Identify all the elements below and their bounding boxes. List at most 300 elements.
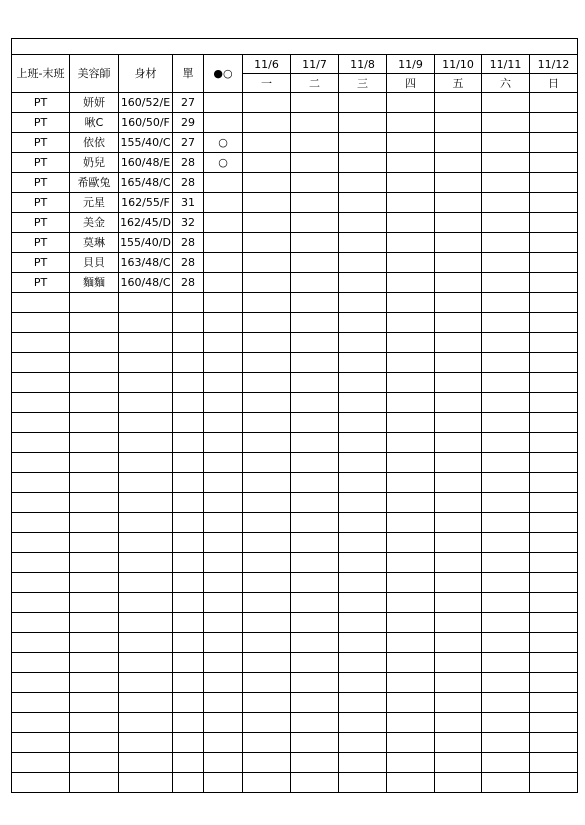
orders-cell[interactable] — [173, 773, 204, 793]
mark-cell[interactable] — [204, 113, 243, 133]
shift-cell[interactable] — [12, 513, 70, 533]
schedule-cell[interactable] — [339, 273, 387, 293]
orders-cell[interactable] — [173, 353, 204, 373]
stylist-name-cell[interactable] — [70, 433, 119, 453]
schedule-cell[interactable] — [291, 153, 339, 173]
schedule-cell[interactable] — [435, 273, 482, 293]
mark-cell[interactable] — [204, 373, 243, 393]
schedule-cell[interactable] — [482, 353, 530, 373]
schedule-cell[interactable] — [291, 773, 339, 793]
schedule-cell[interactable] — [530, 673, 578, 693]
schedule-cell[interactable] — [243, 493, 291, 513]
body-size-cell[interactable]: 162/55/F — [119, 193, 173, 213]
schedule-cell[interactable] — [387, 273, 435, 293]
schedule-cell[interactable] — [387, 693, 435, 713]
body-size-cell[interactable] — [119, 633, 173, 653]
schedule-cell[interactable] — [291, 193, 339, 213]
date-cell[interactable]: 11/12 — [530, 55, 578, 74]
schedule-cell[interactable] — [435, 373, 482, 393]
body-size-cell[interactable] — [119, 473, 173, 493]
mark-cell[interactable] — [204, 773, 243, 793]
schedule-cell[interactable] — [339, 133, 387, 153]
schedule-cell[interactable] — [435, 113, 482, 133]
schedule-cell[interactable] — [243, 273, 291, 293]
body-size-cell[interactable] — [119, 513, 173, 533]
date-cell[interactable]: 11/7 — [291, 55, 339, 74]
orders-cell[interactable] — [173, 553, 204, 573]
schedule-cell[interactable] — [291, 373, 339, 393]
schedule-cell[interactable] — [530, 713, 578, 733]
schedule-cell[interactable] — [339, 573, 387, 593]
orders-cell[interactable] — [173, 393, 204, 413]
body-size-cell[interactable] — [119, 293, 173, 313]
schedule-cell[interactable] — [339, 253, 387, 273]
shift-cell[interactable] — [12, 713, 70, 733]
body-size-cell[interactable] — [119, 593, 173, 613]
schedule-cell[interactable] — [243, 633, 291, 653]
shift-cell[interactable]: PT — [12, 173, 70, 193]
stylist-name-cell[interactable] — [70, 633, 119, 653]
schedule-cell[interactable] — [291, 133, 339, 153]
schedule-cell[interactable] — [482, 493, 530, 513]
schedule-cell[interactable] — [482, 453, 530, 473]
schedule-cell[interactable] — [435, 413, 482, 433]
mark-cell[interactable] — [204, 493, 243, 513]
shift-cell[interactable]: PT — [12, 233, 70, 253]
orders-cell[interactable] — [173, 293, 204, 313]
stylist-name-cell[interactable]: 莫琳 — [70, 233, 119, 253]
orders-cell[interactable] — [173, 533, 204, 553]
schedule-cell[interactable] — [482, 93, 530, 113]
schedule-cell[interactable] — [435, 253, 482, 273]
shift-cell[interactable] — [12, 373, 70, 393]
schedule-cell[interactable] — [482, 313, 530, 333]
schedule-cell[interactable] — [339, 733, 387, 753]
body-size-cell[interactable] — [119, 773, 173, 793]
orders-cell[interactable] — [173, 693, 204, 713]
schedule-cell[interactable] — [339, 173, 387, 193]
stylist-name-cell[interactable] — [70, 513, 119, 533]
mark-cell[interactable] — [204, 733, 243, 753]
schedule-cell[interactable] — [339, 653, 387, 673]
schedule-cell[interactable] — [339, 213, 387, 233]
stylist-name-cell[interactable]: 麵麵 — [70, 273, 119, 293]
schedule-cell[interactable] — [482, 573, 530, 593]
mark-cell[interactable] — [204, 593, 243, 613]
body-size-cell[interactable]: 163/48/C — [119, 253, 173, 273]
schedule-cell[interactable] — [387, 113, 435, 133]
schedule-cell[interactable] — [530, 353, 578, 373]
schedule-cell[interactable] — [435, 453, 482, 473]
schedule-cell[interactable] — [291, 173, 339, 193]
schedule-cell[interactable] — [291, 473, 339, 493]
schedule-cell[interactable] — [339, 433, 387, 453]
body-size-cell[interactable]: 155/40/D — [119, 233, 173, 253]
schedule-cell[interactable] — [243, 113, 291, 133]
schedule-cell[interactable] — [243, 733, 291, 753]
date-cell[interactable]: 11/6 — [243, 55, 291, 74]
schedule-cell[interactable] — [339, 393, 387, 413]
schedule-cell[interactable] — [482, 693, 530, 713]
body-size-cell[interactable] — [119, 693, 173, 713]
schedule-cell[interactable] — [530, 513, 578, 533]
shift-cell[interactable] — [12, 773, 70, 793]
body-size-cell[interactable]: 155/40/C — [119, 133, 173, 153]
schedule-cell[interactable] — [243, 393, 291, 413]
body-size-cell[interactable] — [119, 333, 173, 353]
mark-cell[interactable] — [204, 533, 243, 553]
orders-cell[interactable]: 28 — [173, 153, 204, 173]
schedule-cell[interactable] — [387, 533, 435, 553]
schedule-cell[interactable] — [243, 173, 291, 193]
schedule-cell[interactable] — [387, 633, 435, 653]
schedule-cell[interactable] — [482, 633, 530, 653]
schedule-cell[interactable] — [482, 613, 530, 633]
schedule-cell[interactable] — [243, 673, 291, 693]
schedule-cell[interactable] — [291, 293, 339, 313]
schedule-cell[interactable] — [435, 93, 482, 113]
stylist-name-cell[interactable] — [70, 753, 119, 773]
schedule-cell[interactable] — [243, 693, 291, 713]
stylist-name-cell[interactable] — [70, 533, 119, 553]
schedule-cell[interactable] — [482, 673, 530, 693]
schedule-cell[interactable] — [387, 173, 435, 193]
mark-cell[interactable] — [204, 333, 243, 353]
schedule-cell[interactable] — [243, 433, 291, 453]
schedule-cell[interactable] — [435, 213, 482, 233]
schedule-cell[interactable] — [291, 433, 339, 453]
header-marks[interactable]: ●○ — [204, 55, 243, 93]
schedule-cell[interactable] — [339, 673, 387, 693]
schedule-cell[interactable] — [482, 593, 530, 613]
schedule-cell[interactable] — [291, 233, 339, 253]
stylist-name-cell[interactable] — [70, 313, 119, 333]
schedule-cell[interactable] — [530, 653, 578, 673]
schedule-cell[interactable] — [243, 613, 291, 633]
orders-cell[interactable] — [173, 453, 204, 473]
schedule-cell[interactable] — [482, 173, 530, 193]
schedule-cell[interactable] — [435, 553, 482, 573]
schedule-cell[interactable] — [243, 233, 291, 253]
orders-cell[interactable] — [173, 613, 204, 633]
body-size-cell[interactable] — [119, 673, 173, 693]
schedule-cell[interactable] — [482, 433, 530, 453]
schedule-cell[interactable] — [435, 353, 482, 373]
orders-cell[interactable]: 28 — [173, 173, 204, 193]
mark-cell[interactable] — [204, 253, 243, 273]
schedule-cell[interactable] — [291, 713, 339, 733]
schedule-cell[interactable] — [482, 393, 530, 413]
weekday-cell[interactable]: 四 — [387, 74, 435, 93]
body-size-cell[interactable] — [119, 613, 173, 633]
shift-cell[interactable]: PT — [12, 193, 70, 213]
schedule-cell[interactable] — [435, 653, 482, 673]
schedule-cell[interactable] — [482, 753, 530, 773]
schedule-cell[interactable] — [482, 773, 530, 793]
shift-cell[interactable] — [12, 753, 70, 773]
schedule-cell[interactable] — [482, 553, 530, 573]
shift-cell[interactable]: PT — [12, 253, 70, 273]
schedule-cell[interactable] — [243, 473, 291, 493]
mark-cell[interactable] — [204, 313, 243, 333]
schedule-cell[interactable] — [243, 213, 291, 233]
schedule-cell[interactable] — [387, 393, 435, 413]
schedule-cell[interactable] — [482, 333, 530, 353]
schedule-cell[interactable] — [387, 413, 435, 433]
orders-cell[interactable] — [173, 313, 204, 333]
weekday-cell[interactable]: 一 — [243, 74, 291, 93]
orders-cell[interactable] — [173, 333, 204, 353]
orders-cell[interactable] — [173, 593, 204, 613]
schedule-cell[interactable] — [482, 273, 530, 293]
schedule-cell[interactable] — [291, 753, 339, 773]
schedule-cell[interactable] — [387, 213, 435, 233]
schedule-cell[interactable] — [387, 353, 435, 373]
schedule-cell[interactable] — [530, 453, 578, 473]
stylist-name-cell[interactable] — [70, 373, 119, 393]
date-cell[interactable]: 11/8 — [339, 55, 387, 74]
schedule-cell[interactable] — [291, 513, 339, 533]
schedule-cell[interactable] — [530, 533, 578, 553]
date-cell[interactable]: 11/11 — [482, 55, 530, 74]
schedule-cell[interactable] — [291, 653, 339, 673]
schedule-cell[interactable] — [435, 293, 482, 313]
mark-cell[interactable] — [204, 713, 243, 733]
body-size-cell[interactable]: 160/48/E — [119, 153, 173, 173]
body-size-cell[interactable] — [119, 753, 173, 773]
orders-cell[interactable]: 32 — [173, 213, 204, 233]
schedule-cell[interactable] — [482, 733, 530, 753]
stylist-name-cell[interactable] — [70, 673, 119, 693]
schedule-cell[interactable] — [339, 753, 387, 773]
mark-cell[interactable] — [204, 353, 243, 373]
schedule-cell[interactable] — [291, 733, 339, 753]
schedule-cell[interactable] — [435, 573, 482, 593]
schedule-cell[interactable] — [435, 593, 482, 613]
schedule-cell[interactable] — [243, 133, 291, 153]
orders-cell[interactable]: 29 — [173, 113, 204, 133]
stylist-name-cell[interactable] — [70, 393, 119, 413]
mark-cell[interactable] — [204, 633, 243, 653]
schedule-cell[interactable] — [291, 393, 339, 413]
schedule-cell[interactable] — [291, 213, 339, 233]
body-size-cell[interactable] — [119, 533, 173, 553]
schedule-cell[interactable] — [482, 513, 530, 533]
body-size-cell[interactable] — [119, 313, 173, 333]
mark-cell[interactable] — [204, 173, 243, 193]
schedule-cell[interactable] — [435, 153, 482, 173]
schedule-cell[interactable] — [482, 233, 530, 253]
schedule-cell[interactable] — [387, 333, 435, 353]
schedule-cell[interactable] — [530, 133, 578, 153]
body-size-cell[interactable] — [119, 733, 173, 753]
stylist-name-cell[interactable] — [70, 653, 119, 673]
schedule-cell[interactable] — [530, 573, 578, 593]
date-cell[interactable]: 11/10 — [435, 55, 482, 74]
schedule-cell[interactable] — [243, 253, 291, 273]
schedule-cell[interactable] — [387, 473, 435, 493]
body-size-cell[interactable] — [119, 493, 173, 513]
mark-cell[interactable] — [204, 193, 243, 213]
stylist-name-cell[interactable] — [70, 613, 119, 633]
schedule-cell[interactable] — [530, 193, 578, 213]
schedule-cell[interactable] — [243, 93, 291, 113]
schedule-cell[interactable] — [435, 513, 482, 533]
mark-cell[interactable] — [204, 753, 243, 773]
schedule-cell[interactable] — [339, 313, 387, 333]
schedule-cell[interactable] — [435, 493, 482, 513]
body-size-cell[interactable]: 160/50/F — [119, 113, 173, 133]
schedule-cell[interactable] — [291, 633, 339, 653]
weekday-cell[interactable]: 三 — [339, 74, 387, 93]
orders-cell[interactable] — [173, 413, 204, 433]
schedule-cell[interactable] — [387, 493, 435, 513]
schedule-cell[interactable] — [435, 193, 482, 213]
schedule-cell[interactable] — [243, 293, 291, 313]
schedule-cell[interactable] — [530, 633, 578, 653]
orders-cell[interactable]: 31 — [173, 193, 204, 213]
body-size-cell[interactable] — [119, 353, 173, 373]
schedule-cell[interactable] — [530, 333, 578, 353]
mark-cell[interactable] — [204, 273, 243, 293]
schedule-cell[interactable] — [530, 113, 578, 133]
schedule-cell[interactable] — [339, 293, 387, 313]
schedule-cell[interactable] — [291, 453, 339, 473]
schedule-cell[interactable] — [530, 493, 578, 513]
schedule-cell[interactable] — [243, 553, 291, 573]
shift-cell[interactable]: PT — [12, 113, 70, 133]
schedule-cell[interactable] — [530, 753, 578, 773]
schedule-cell[interactable] — [243, 713, 291, 733]
schedule-cell[interactable] — [435, 233, 482, 253]
schedule-cell[interactable] — [387, 153, 435, 173]
schedule-cell[interactable] — [291, 113, 339, 133]
weekday-cell[interactable]: 五 — [435, 74, 482, 93]
body-size-cell[interactable] — [119, 653, 173, 673]
schedule-cell[interactable] — [243, 453, 291, 473]
stylist-name-cell[interactable]: 妍妍 — [70, 93, 119, 113]
mark-cell[interactable] — [204, 453, 243, 473]
schedule-cell[interactable] — [387, 733, 435, 753]
schedule-cell[interactable] — [435, 693, 482, 713]
mark-cell[interactable] — [204, 213, 243, 233]
body-size-cell[interactable] — [119, 413, 173, 433]
stylist-name-cell[interactable] — [70, 593, 119, 613]
schedule-cell[interactable] — [482, 193, 530, 213]
date-cell[interactable]: 11/9 — [387, 55, 435, 74]
schedule-cell[interactable] — [243, 373, 291, 393]
schedule-cell[interactable] — [530, 173, 578, 193]
body-size-cell[interactable] — [119, 573, 173, 593]
schedule-cell[interactable] — [530, 293, 578, 313]
shift-cell[interactable] — [12, 353, 70, 373]
schedule-cell[interactable] — [243, 193, 291, 213]
schedule-cell[interactable] — [387, 293, 435, 313]
shift-cell[interactable] — [12, 613, 70, 633]
shift-cell[interactable] — [12, 573, 70, 593]
schedule-cell[interactable] — [243, 353, 291, 373]
schedule-cell[interactable] — [387, 433, 435, 453]
stylist-name-cell[interactable] — [70, 693, 119, 713]
schedule-cell[interactable] — [530, 313, 578, 333]
mark-cell[interactable]: ○ — [204, 153, 243, 173]
schedule-cell[interactable] — [387, 613, 435, 633]
schedule-cell[interactable] — [243, 753, 291, 773]
orders-cell[interactable]: 28 — [173, 233, 204, 253]
schedule-cell[interactable] — [291, 333, 339, 353]
schedule-cell[interactable] — [387, 253, 435, 273]
schedule-cell[interactable] — [243, 653, 291, 673]
schedule-cell[interactable] — [482, 653, 530, 673]
schedule-cell[interactable] — [243, 513, 291, 533]
orders-cell[interactable]: 28 — [173, 253, 204, 273]
schedule-cell[interactable] — [482, 293, 530, 313]
orders-cell[interactable] — [173, 493, 204, 513]
schedule-cell[interactable] — [482, 713, 530, 733]
schedule-cell[interactable] — [530, 213, 578, 233]
schedule-cell[interactable] — [387, 593, 435, 613]
schedule-cell[interactable] — [291, 533, 339, 553]
schedule-cell[interactable] — [482, 533, 530, 553]
body-size-cell[interactable] — [119, 713, 173, 733]
orders-cell[interactable] — [173, 733, 204, 753]
shift-cell[interactable] — [12, 493, 70, 513]
schedule-cell[interactable] — [291, 553, 339, 573]
stylist-name-cell[interactable] — [70, 773, 119, 793]
shift-cell[interactable] — [12, 673, 70, 693]
schedule-cell[interactable] — [243, 333, 291, 353]
body-size-cell[interactable] — [119, 373, 173, 393]
body-size-cell[interactable]: 162/45/D — [119, 213, 173, 233]
weekday-cell[interactable]: 六 — [482, 74, 530, 93]
schedule-cell[interactable] — [291, 93, 339, 113]
orders-cell[interactable] — [173, 713, 204, 733]
schedule-cell[interactable] — [387, 573, 435, 593]
stylist-name-cell[interactable] — [70, 573, 119, 593]
schedule-cell[interactable] — [387, 313, 435, 333]
orders-cell[interactable]: 27 — [173, 133, 204, 153]
mark-cell[interactable] — [204, 233, 243, 253]
body-size-cell[interactable] — [119, 553, 173, 573]
mark-cell[interactable] — [204, 693, 243, 713]
shift-cell[interactable] — [12, 433, 70, 453]
schedule-cell[interactable] — [387, 773, 435, 793]
schedule-cell[interactable] — [530, 553, 578, 573]
schedule-cell[interactable] — [291, 313, 339, 333]
schedule-cell[interactable] — [291, 593, 339, 613]
schedule-cell[interactable] — [291, 613, 339, 633]
mark-cell[interactable] — [204, 573, 243, 593]
schedule-cell[interactable] — [482, 253, 530, 273]
shift-cell[interactable]: PT — [12, 213, 70, 233]
schedule-cell[interactable] — [530, 413, 578, 433]
mark-cell[interactable] — [204, 413, 243, 433]
shift-cell[interactable]: PT — [12, 133, 70, 153]
stylist-name-cell[interactable]: 貝貝 — [70, 253, 119, 273]
schedule-cell[interactable] — [435, 173, 482, 193]
shift-cell[interactable] — [12, 293, 70, 313]
schedule-cell[interactable] — [482, 113, 530, 133]
schedule-cell[interactable] — [530, 233, 578, 253]
schedule-cell[interactable] — [339, 693, 387, 713]
schedule-cell[interactable] — [530, 273, 578, 293]
schedule-cell[interactable] — [435, 613, 482, 633]
title-cell[interactable] — [12, 39, 578, 55]
orders-cell[interactable] — [173, 633, 204, 653]
schedule-cell[interactable] — [339, 493, 387, 513]
mark-cell[interactable] — [204, 393, 243, 413]
mark-cell[interactable] — [204, 293, 243, 313]
